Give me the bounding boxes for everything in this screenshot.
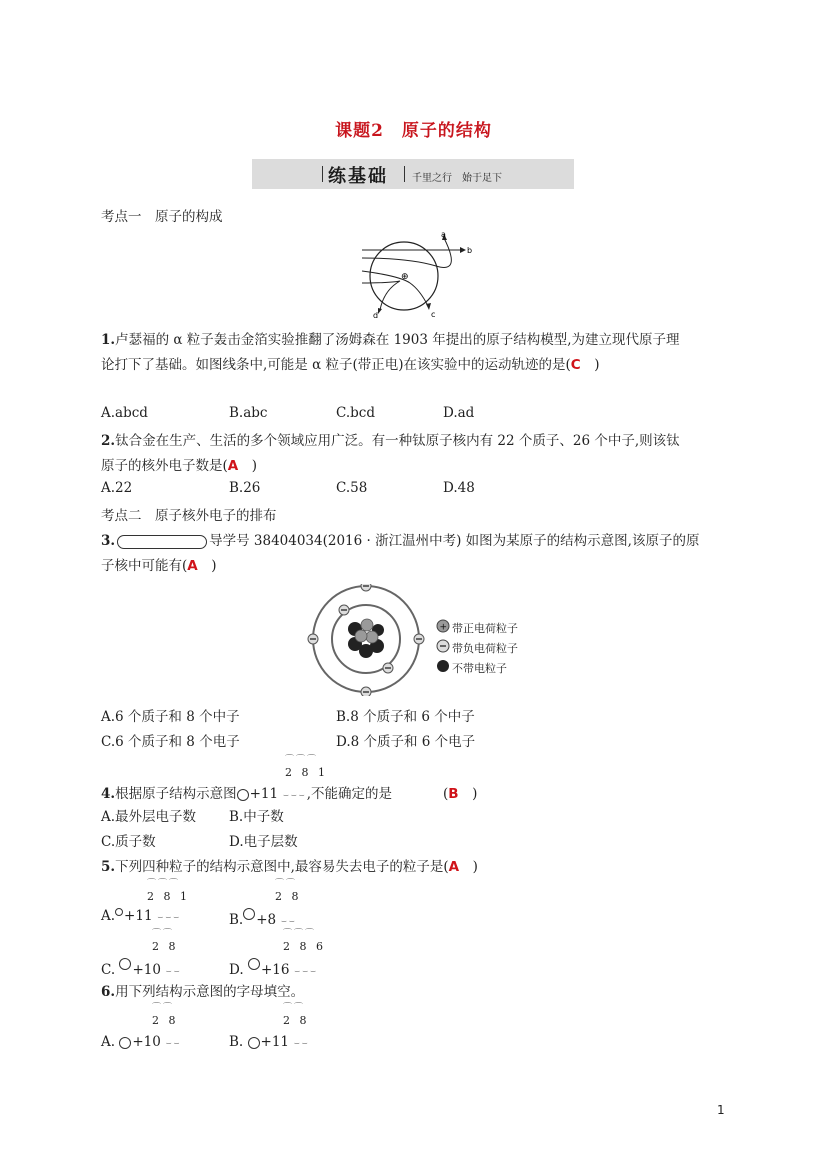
- q6-b-core: +11: [260, 1034, 290, 1050]
- question-1-line-1: [101, 328, 680, 348]
- nucleus-circle-icon: [119, 1037, 131, 1049]
- q5-d-core: +16: [260, 962, 290, 978]
- question-2-answer: A: [227, 458, 239, 474]
- q5-a-label: A.: [101, 908, 116, 924]
- banner-main-text: 练基础: [328, 166, 388, 187]
- page-number: 1: [717, 1103, 725, 1117]
- banner-sub-text: 千里之行 始于足下: [412, 173, 502, 184]
- q5-option-d: [229, 958, 318, 978]
- question-1-option-a: A.abcd: [101, 405, 148, 421]
- question-4-open: (: [443, 786, 449, 802]
- shell-ticks-top: ⌒⌒: [283, 1003, 306, 1013]
- trajectory-label-d: d: [373, 311, 379, 320]
- question-4-option-b: B.中子数: [229, 809, 284, 825]
- q6-a-core: +10: [132, 1034, 161, 1050]
- question-2-text-2: 原子的核外电子数是(: [101, 458, 228, 474]
- page-title: 课题2 原子的结构: [335, 121, 492, 141]
- section-banner: [252, 159, 574, 189]
- nucleus-circle-icon: [115, 908, 123, 916]
- question-5-number: 5.: [101, 859, 116, 875]
- shell-ticks-bottom: ⌣⌣⌣: [278, 791, 307, 801]
- question-4-text: 根据原子结构示意图: [115, 786, 237, 802]
- question-3-line-2: [101, 554, 217, 574]
- q5-option-c: [101, 958, 182, 978]
- question-3-line-1: [101, 529, 699, 549]
- trajectory-label-a: a: [441, 230, 446, 239]
- nucleus-circle-icon: [237, 789, 249, 801]
- legend-negative: 带负电荷粒子: [452, 642, 518, 655]
- nucleus-circle-icon: [243, 908, 255, 920]
- question-3-text-2: 子核中可能有(: [101, 558, 188, 574]
- shell-ticks-bottom: ⌣⌣: [289, 1039, 310, 1049]
- banner-divider: [322, 166, 323, 182]
- nucleus-circle-icon: [119, 958, 131, 970]
- trajectory-label-c: c: [431, 310, 436, 319]
- q5-c-core: +10: [132, 962, 161, 978]
- section-heading-1: 考点一 原子的构成: [101, 209, 223, 225]
- shell-ticks-bottom: ⌣⌣: [160, 1039, 182, 1049]
- question-3-option-d: D.8 个质子和 6 个电子: [336, 734, 476, 750]
- q5-option-b: [229, 908, 297, 928]
- question-4-answer-line: [443, 782, 477, 802]
- question-6-text: 用下列结构示意图的字母填空。: [115, 984, 305, 1000]
- q5-c-label: C.: [101, 962, 116, 978]
- question-3-number: 3.: [101, 533, 116, 549]
- shell-ticks-top: ⌒⌒⌒: [283, 929, 317, 939]
- question-3-option-c: C.6 个质子和 8 个电子: [101, 734, 240, 750]
- svg-text:+: +: [439, 622, 448, 633]
- q6-b-shells: 2 8: [283, 1014, 310, 1027]
- legend-neutral: 不带电粒子: [452, 662, 507, 675]
- shell-ticks-top: ⌒⌒⌒: [147, 879, 181, 889]
- question-4-option-a: A.最外层电子数: [101, 809, 197, 825]
- question-3-text: 导学号 38404034(2016 · 浙江温州中考) 如图为某原子的结构示意图,该原子的原: [209, 533, 700, 549]
- question-3-close: ): [197, 558, 217, 574]
- atom-structure-diagram: [305, 584, 430, 696]
- shell-ticks-bottom: ⌣⌣: [160, 967, 182, 977]
- trajectory-label-b: b: [467, 246, 473, 255]
- question-1-text: 卢瑟福的 α 粒子轰击金箔实验推翻了汤姆森在 1903 年提出的原子结构模型,为建立现代原子理: [115, 332, 680, 348]
- question-1-option-d: D.ad: [443, 405, 475, 421]
- shell-ticks-bottom: ⌣⌣⌣: [289, 967, 319, 977]
- q5-d-shells: 2 8 6: [283, 940, 326, 953]
- question-1-option-c: C.bcd: [336, 405, 375, 421]
- question-3-option-b: B.8 个质子和 6 个中子: [336, 709, 475, 725]
- question-2-option-d: D.48: [443, 480, 475, 496]
- question-2-line-1: [101, 429, 680, 449]
- q5-a-core: +11: [124, 908, 153, 924]
- q5-d-label: D.: [229, 962, 244, 978]
- question-5-line: [101, 855, 478, 875]
- question-3-option-a: A.6 个质子和 8 个中子: [101, 709, 240, 725]
- shell-ticks-bottom: ⌣⌣⌣: [152, 913, 182, 923]
- question-1-option-b: B.abc: [229, 405, 268, 421]
- tag-pill-icon: [117, 535, 207, 549]
- q6-a-shells: 2 8: [152, 1014, 179, 1027]
- question-5-close: ): [459, 859, 478, 875]
- question-3-answer: A: [187, 558, 198, 574]
- legend-positive: 带正电荷粒子: [452, 622, 518, 635]
- q6-a-label: A.: [101, 1034, 116, 1050]
- question-4-close: ): [458, 786, 478, 802]
- shell-ticks-bottom: ⌣⌣: [276, 917, 297, 927]
- q6-option-a: [101, 1034, 182, 1050]
- shell-ticks-top: ⌒⌒⌒: [285, 755, 319, 765]
- question-2-option-a: A.22: [101, 480, 133, 496]
- q6-option-b: [229, 1034, 310, 1050]
- question-1-text-2: 论打下了基础。如图线条中,可能是 α 粒子(带正电)在该实验中的运动轨迹的是(: [101, 357, 571, 373]
- legend-icons: [436, 619, 450, 673]
- question-1-close: ): [580, 357, 600, 373]
- section-heading-2: 考点二 原子核外电子的排布: [101, 508, 277, 524]
- question-2-close: ): [238, 458, 258, 474]
- question-2-text: 钛合金在生产、生活的多个领域应用广泛。有一种钛原子核内有 22 个质子、26 个中子,则该钛: [115, 433, 680, 449]
- q5-a-shells: 2 8 1: [147, 890, 190, 903]
- rutherford-scattering-diagram: [340, 228, 475, 323]
- question-5-answer: A: [448, 859, 460, 875]
- question-2-option-c: C.58: [336, 480, 368, 496]
- question-2-number: 2.: [101, 433, 116, 449]
- question-5-text: 下列四种粒子的结构示意图中,最容易失去电子的粒子是(: [115, 859, 449, 875]
- question-4-option-c: C.质子数: [101, 834, 156, 850]
- question-4-core: +11: [249, 786, 279, 802]
- q6-b-label: B.: [229, 1034, 244, 1050]
- question-1-answer: C: [570, 357, 581, 373]
- q5-b-core: +8: [256, 912, 277, 928]
- nucleus-circle-icon: [248, 958, 260, 970]
- question-4-answer: B: [448, 786, 459, 802]
- question-2-option-b: B.26: [229, 480, 261, 496]
- question-2-line-2: [101, 454, 257, 474]
- shell-ticks-top: ⌒⌒: [275, 879, 298, 889]
- banner-divider: [404, 166, 405, 182]
- question-6-line: [101, 980, 304, 1000]
- question-1-line-2: [101, 353, 600, 373]
- nucleus-circle-icon: [248, 1037, 260, 1049]
- shell-ticks-top: ⌒⌒: [152, 1003, 175, 1013]
- q5-b-label: B.: [229, 912, 244, 928]
- shell-ticks-top: ⌒⌒: [152, 929, 175, 939]
- question-1-number: 1.: [101, 332, 116, 348]
- q5-option-a: [101, 908, 181, 924]
- question-4-text-2: ,不能确定的是: [306, 786, 393, 802]
- q5-c-shells: 2 8: [152, 940, 179, 953]
- question-6-number: 6.: [101, 984, 116, 1000]
- question-4-number: 4.: [101, 786, 116, 802]
- question-4-option-d: D.电子层数: [229, 834, 298, 850]
- nucleus-label: ⊕: [401, 272, 409, 282]
- question-4-line: [101, 782, 392, 802]
- q5-b-shells: 2 8: [275, 890, 302, 903]
- question-4-shells: 2 8 1: [285, 766, 328, 779]
